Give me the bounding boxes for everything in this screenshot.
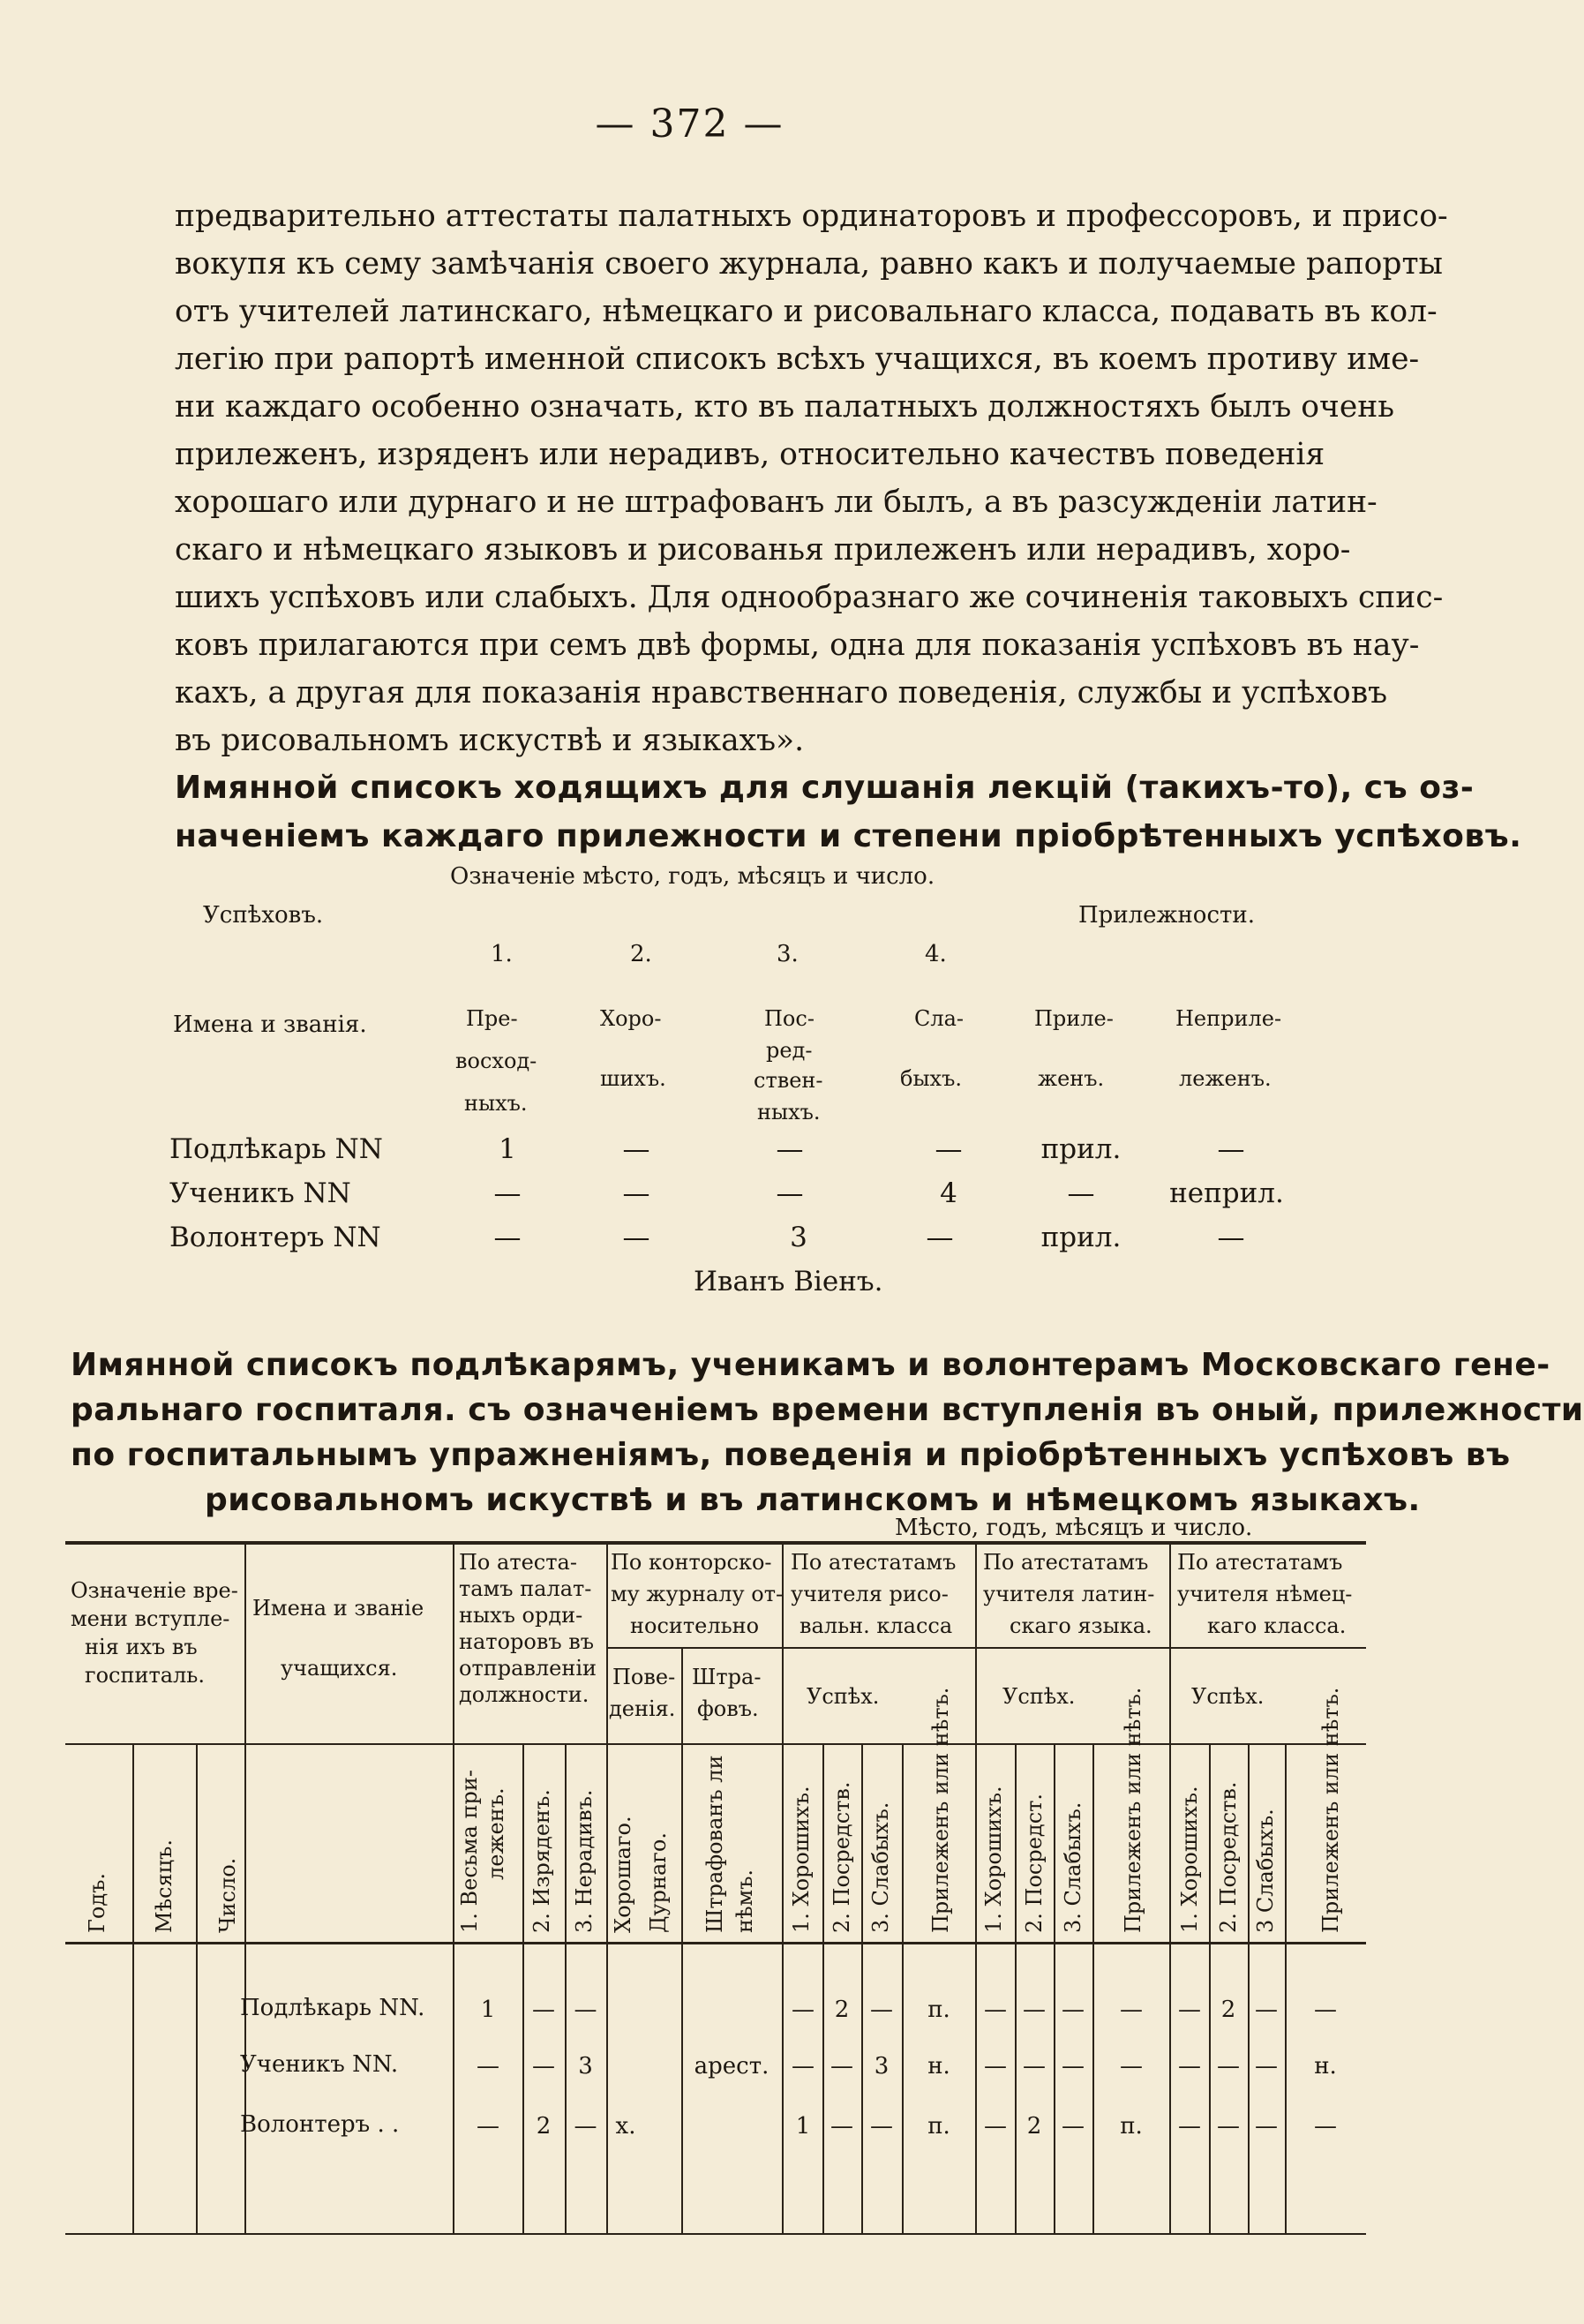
table1-col-header: ныхъ. bbox=[464, 1091, 528, 1116]
table-cell: — bbox=[1062, 2053, 1085, 2080]
vertical-header: 2. Посредст. bbox=[1022, 1793, 1047, 1933]
vertical-header: 3. Нерадивъ. bbox=[572, 1789, 597, 1933]
table1-col-number: 3. bbox=[777, 941, 799, 967]
column-divider bbox=[565, 1744, 567, 2233]
table-cell: н. bbox=[927, 2053, 950, 2080]
signature: Иванъ Віенъ. bbox=[694, 1266, 883, 1297]
vertical-header: 1. Хорошихъ. bbox=[789, 1786, 814, 1933]
table-cell: — bbox=[935, 1133, 963, 1165]
table-cell: — bbox=[1255, 2113, 1278, 2140]
table-cell: неприл. bbox=[1169, 1177, 1284, 1209]
paragraph-line: отъ учителей латинскаго, нѣмецкаго и рисовальнаго класса, подавать въ кол- bbox=[175, 294, 1438, 329]
entry-header: Означеніе вре- bbox=[71, 1578, 238, 1603]
vertical-header: Прилеженъ или нѣтъ. bbox=[1318, 1687, 1343, 1933]
table-row-name: Ученикъ NN. bbox=[240, 2051, 399, 2078]
table-cell: — bbox=[1255, 1997, 1278, 2023]
names-header: Имена и званіе bbox=[252, 1596, 424, 1621]
success-subheader: Успѣх. bbox=[1191, 1684, 1265, 1709]
fines-header: фовъ. bbox=[697, 1696, 759, 1721]
column-divider bbox=[1015, 1744, 1017, 2233]
table2-heading: ральнаго госпиталя. съ означеніемъ времени вступленія въ оный, прилежности bbox=[71, 1392, 1584, 1428]
table1-col-header: женъ. bbox=[1038, 1066, 1105, 1091]
table-cell: — bbox=[1217, 1133, 1245, 1165]
vertical-header: леженъ. bbox=[484, 1787, 508, 1880]
page-number: — 372 — bbox=[595, 102, 784, 147]
vertical-header: 1. Хорошихъ. bbox=[981, 1786, 1006, 1933]
table-cell: — bbox=[1217, 2113, 1240, 2140]
table-cell: — bbox=[1178, 2113, 1201, 2140]
table-cell: н. bbox=[1314, 2053, 1337, 2080]
table-cell: — bbox=[776, 1177, 804, 1209]
table1-names-header: Имена и званія. bbox=[173, 1012, 367, 1038]
paragraph-line: ни каждаго особенно означать, кто въ палатныхъ должностяхъ былъ очень bbox=[175, 389, 1395, 425]
table-cell: — bbox=[1067, 1177, 1095, 1209]
table-cell: — bbox=[1120, 2053, 1143, 2080]
column-divider bbox=[132, 1744, 134, 2233]
attest-header: По атеста- bbox=[459, 1550, 577, 1575]
table1-col-number: 4. bbox=[925, 941, 947, 967]
paragraph-line: вокупя къ сему замѣчанія своего журнала, равно какъ и получаемые рапорты bbox=[175, 246, 1443, 282]
table-cell: 2 bbox=[536, 2113, 552, 2140]
table-cell: — bbox=[1178, 2053, 1201, 2080]
table-cell: арест. bbox=[694, 2053, 769, 2080]
table-cell: — bbox=[532, 1997, 555, 2023]
table-cell: — bbox=[830, 2113, 853, 2140]
table1-col-header: ныхъ. bbox=[757, 1100, 821, 1124]
table-cell: — bbox=[984, 1997, 1007, 2023]
journal-header: му журналу от- bbox=[611, 1582, 784, 1606]
vertical-header: 1. Хорошихъ. bbox=[1177, 1786, 1202, 1933]
entry-header: нія ихъ въ bbox=[85, 1635, 198, 1659]
group-rule bbox=[976, 1647, 1169, 1649]
drawing-header: учителя рисо- bbox=[791, 1582, 949, 1606]
column-divider bbox=[1285, 1744, 1287, 2233]
vertical-header: Штрафованъ ли bbox=[702, 1755, 727, 1933]
table-cell: — bbox=[1023, 2053, 1046, 2080]
column-divider bbox=[1054, 1744, 1055, 2233]
table-cell: — bbox=[622, 1133, 650, 1165]
table-cell: — bbox=[1217, 2053, 1240, 2080]
names-header: учащихся. bbox=[281, 1656, 398, 1681]
table-cell: 3 bbox=[578, 2053, 593, 2080]
column-divider bbox=[822, 1744, 824, 2233]
table-cell: 2 bbox=[1026, 2113, 1042, 2140]
table-cell: — bbox=[984, 2053, 1007, 2080]
vertical-header-day: Число. bbox=[215, 1857, 240, 1933]
table-cell: 2 bbox=[834, 1997, 850, 2023]
table-cell: п. bbox=[927, 1997, 950, 2023]
table-row-name: Подлѣкарь NN. bbox=[240, 1995, 425, 2021]
table1-col-header: Хоро- bbox=[600, 1006, 662, 1031]
table1-col-header: леженъ. bbox=[1179, 1066, 1272, 1091]
vertical-header: Дурнаго. bbox=[646, 1832, 671, 1933]
table-cell: — bbox=[493, 1222, 522, 1253]
attest-header: ныхъ орди- bbox=[459, 1603, 583, 1628]
table-cell: — bbox=[926, 1222, 954, 1253]
table-cell: — bbox=[870, 1997, 893, 2023]
german-header: учителя нѣмец- bbox=[1177, 1582, 1353, 1606]
table1-place-line: Означеніе мѣсто, годъ, мѣсяцъ и число. bbox=[450, 863, 935, 890]
paragraph-line: хорошаго или дурнаго и не штрафованъ ли былъ, а въ разсужденіи латин- bbox=[175, 485, 1378, 520]
table-cell: — bbox=[1023, 1997, 1046, 2023]
table-cell: — bbox=[532, 2053, 555, 2080]
journal-header: По конторско- bbox=[611, 1550, 772, 1575]
table-cell: 1 bbox=[499, 1133, 516, 1165]
column-divider bbox=[1209, 1744, 1211, 2233]
table1-col-number: 2. bbox=[630, 941, 652, 967]
latin-header: По атестатамъ bbox=[983, 1550, 1149, 1575]
latin-header: скаго языка. bbox=[1010, 1613, 1152, 1638]
table-row-name: Волонтеръ . . bbox=[240, 2111, 400, 2138]
table-cell: прил. bbox=[1040, 1222, 1122, 1253]
paragraph-line: легію при рапортѣ именной списокъ всѣхъ учащихся, въ коемъ противу име- bbox=[175, 342, 1420, 377]
paragraph-line: прилеженъ, изряденъ или нерадивъ, относительно качествъ поведенія bbox=[175, 437, 1325, 472]
table2-heading: рисовальномъ искуствѣ и въ латинскомъ и нѣмецкомъ языкахъ. bbox=[205, 1482, 1421, 1518]
table2-place-line: Мѣсто, годъ, мѣсяцъ и число. bbox=[895, 1515, 1253, 1541]
table1-col-number: 1. bbox=[491, 941, 513, 967]
table1-group-successes: Успѣховъ. bbox=[203, 902, 324, 929]
table-cell: — bbox=[1062, 2113, 1085, 2140]
table1-heading: Имянной списокъ ходящихъ для слушанія лекцій (такихъ-то), съ оз- bbox=[175, 770, 1475, 806]
table-cell: х. bbox=[615, 2113, 636, 2140]
table1-col-header: шихъ. bbox=[600, 1066, 666, 1091]
paragraph-line: шихъ успѣховъ или слабыхъ. Для однообразнаго же сочиненія таковыхъ спис- bbox=[175, 580, 1444, 615]
attest-header: наторовъ въ bbox=[459, 1629, 595, 1654]
paragraph-line: ковъ прилагаются при семъ двѣ формы, одна для показанія успѣховъ въ нау- bbox=[175, 628, 1420, 663]
table-cell: — bbox=[1120, 1997, 1143, 2023]
table-cell: 2 bbox=[1220, 1997, 1236, 2023]
table-cell: — bbox=[622, 1177, 650, 1209]
vertical-header: Прилеженъ или нѣтъ. bbox=[1121, 1687, 1145, 1933]
table-bottom-rule bbox=[65, 2233, 1366, 2235]
table-cell: — bbox=[1314, 1997, 1337, 2023]
table-cell: — bbox=[493, 1177, 522, 1209]
journal-header: носительно bbox=[630, 1613, 760, 1638]
column-divider bbox=[1092, 1744, 1094, 2233]
german-header: По атестатамъ bbox=[1177, 1550, 1343, 1575]
drawing-header: По атестатамъ bbox=[791, 1550, 957, 1575]
group-rule bbox=[607, 1647, 782, 1649]
vertical-header: Хорошаго. bbox=[611, 1816, 635, 1933]
table1-col-header: Приле- bbox=[1034, 1006, 1114, 1031]
column-divider bbox=[902, 1744, 904, 2233]
entry-header: госпиталь. bbox=[85, 1663, 205, 1688]
attest-header: отправленіи bbox=[459, 1656, 597, 1681]
table1-col-header: Неприле- bbox=[1175, 1006, 1282, 1031]
vertical-header: нѣмъ. bbox=[732, 1869, 757, 1933]
table1-group-diligence: Прилежности. bbox=[1078, 902, 1255, 929]
table1-heading: наченіемъ каждаго прилежности и степени пріобрѣтенныхъ успѣховъ. bbox=[175, 818, 1522, 854]
vertical-header: 2. Посредств. bbox=[830, 1781, 854, 1933]
table1-col-header: быхъ. bbox=[900, 1066, 962, 1091]
table-cell: — bbox=[1178, 1997, 1201, 2023]
german-header: каго класса. bbox=[1207, 1613, 1347, 1638]
table-cell: прил. bbox=[1040, 1133, 1122, 1165]
column-divider bbox=[196, 1744, 198, 2233]
vertical-header-year: Годъ. bbox=[85, 1872, 109, 1933]
table-cell: 3 bbox=[874, 2053, 890, 2080]
column-divider bbox=[1248, 1744, 1250, 2233]
table-cell: — bbox=[574, 2113, 597, 2140]
body-paragraph bbox=[175, 192, 1448, 764]
table1-col-header: восход- bbox=[455, 1049, 537, 1073]
success-subheader: Успѣх. bbox=[1002, 1684, 1076, 1709]
table-cell: — bbox=[792, 1997, 815, 2023]
table-cell: 1 bbox=[795, 2113, 811, 2140]
success-subheader: Успѣх. bbox=[807, 1684, 880, 1709]
entry-header: мени вступле- bbox=[71, 1606, 230, 1631]
table-cell: — bbox=[477, 2053, 499, 2080]
paragraph-line: въ рисовальномъ искуствѣ и языкахъ». bbox=[175, 723, 805, 758]
table2-heading: Имянной списокъ подлѣкарямъ, ученикамъ и волонтерамъ Московскаго гене- bbox=[71, 1347, 1550, 1383]
vertical-header: 2. Изряденъ. bbox=[529, 1789, 554, 1933]
table-row-name: Волонтеръ NN bbox=[169, 1222, 381, 1253]
paragraph-line: скаго и нѣмецкаго языковъ и рисованья прилеженъ или нерадивъ, хоро- bbox=[175, 532, 1351, 568]
table1-col-header: ред- bbox=[766, 1038, 813, 1063]
group-rule bbox=[1170, 1647, 1366, 1649]
table-cell: — bbox=[776, 1133, 804, 1165]
table1-col-header: Сла- bbox=[914, 1006, 965, 1031]
fines-header: Штра- bbox=[692, 1665, 762, 1689]
table1-col-header: Пос- bbox=[764, 1006, 815, 1031]
table1-col-header: Пре- bbox=[466, 1006, 518, 1031]
vertical-header: 3. Слабыхъ. bbox=[868, 1801, 893, 1933]
drawing-header: вальн. класса bbox=[800, 1613, 953, 1638]
vertical-header: Прилеженъ или нѣтъ. bbox=[928, 1687, 953, 1933]
table-cell: — bbox=[984, 2113, 1007, 2140]
table-cell: 1 bbox=[480, 1997, 496, 2023]
paragraph-line: предварительно аттестаты палатныхъ ординаторовъ и профессоровъ, и присо- bbox=[175, 199, 1448, 234]
table-cell: — bbox=[1314, 2113, 1337, 2140]
paragraph-line: кахъ, а другая для показанія нравственнаго поведенія, службы и успѣховъ bbox=[175, 675, 1388, 711]
column-divider bbox=[522, 1744, 524, 2233]
table-cell: 3 bbox=[790, 1222, 807, 1253]
table-cell: — bbox=[1062, 1997, 1085, 2023]
table-cell: п. bbox=[927, 2113, 950, 2140]
table-cell: — bbox=[622, 1222, 650, 1253]
table-cell: — bbox=[792, 2053, 815, 2080]
column-divider bbox=[681, 1647, 683, 2233]
table-cell: — bbox=[1217, 1222, 1245, 1253]
table-cell: — bbox=[574, 1997, 597, 2023]
latin-header: учителя латин- bbox=[983, 1582, 1155, 1606]
table-row-name: Ученикъ NN bbox=[169, 1177, 351, 1209]
table-cell: 4 bbox=[940, 1177, 957, 1209]
group-rule bbox=[783, 1647, 975, 1649]
table-cell: — bbox=[870, 2113, 893, 2140]
table-cell: п. bbox=[1120, 2113, 1143, 2140]
table2-heading: по госпитальнымъ упражненіямъ, поведенія и пріобрѣтенныхъ успѣховъ въ bbox=[71, 1437, 1511, 1473]
table-row-name: Подлѣкарь NN bbox=[169, 1133, 383, 1165]
vertical-header: 3 Слабыхъ. bbox=[1253, 1809, 1278, 1933]
vertical-header: 1. Весьма при- bbox=[457, 1770, 482, 1933]
table-cell: — bbox=[830, 2053, 853, 2080]
vertical-header: 2. Посредств. bbox=[1216, 1781, 1241, 1933]
conduct-header: Пове- bbox=[612, 1665, 676, 1689]
vertical-header-month: Мѣсяцъ. bbox=[152, 1839, 176, 1933]
attest-header: тамъ палат- bbox=[459, 1576, 592, 1601]
vertical-header: 3. Слабыхъ. bbox=[1061, 1801, 1085, 1933]
table1-col-header: ствен- bbox=[754, 1068, 823, 1093]
column-divider bbox=[861, 1744, 863, 2233]
attest-header: должности. bbox=[459, 1682, 589, 1707]
conduct-header: денія. bbox=[609, 1696, 676, 1721]
table-cell: — bbox=[1255, 2053, 1278, 2080]
table-cell: — bbox=[477, 2113, 499, 2140]
